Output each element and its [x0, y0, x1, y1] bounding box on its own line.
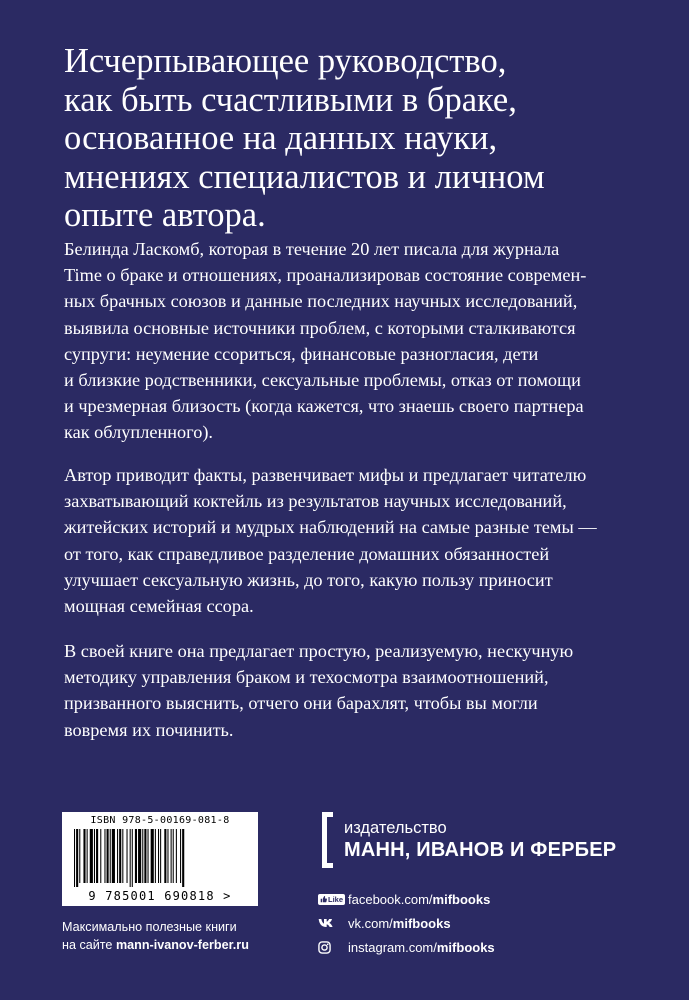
barcode-bar — [164, 829, 166, 883]
headline-line: опыте автора. — [64, 196, 266, 234]
barcode-bar — [176, 829, 177, 883]
paragraph-line: и чрезмерная близость (когда кажется, что знаешь своего партнера — [64, 396, 584, 417]
like-label: Like — [328, 894, 344, 904]
barcode-bar — [104, 829, 105, 883]
barcode-bar — [148, 829, 149, 883]
barcode-bar — [87, 829, 88, 883]
barcode-bar — [83, 829, 85, 883]
paragraph-line: ных брачных союзов и данные последних научных исследований, — [64, 291, 578, 312]
barcode-bar — [180, 829, 181, 883]
paragraph-line: как облупленного). — [64, 422, 213, 443]
paragraph-line: методику управления браком и техосмотра взаимоотношений, — [64, 667, 549, 688]
barcode-bar — [135, 829, 137, 883]
site-note-line — [62, 936, 249, 954]
barcode-bar — [132, 829, 133, 887]
facebook-link[interactable] — [318, 887, 495, 911]
facebook-like-icon — [318, 894, 342, 905]
barcode-bar — [94, 829, 95, 883]
barcode-bar — [171, 829, 172, 883]
paragraph-line: вовремя их починить. — [64, 719, 234, 740]
paragraph-line: Time о браке и отношениях, проанализировав состояние современ- — [64, 265, 587, 286]
instagram-link[interactable] — [318, 935, 495, 959]
barcode-bar — [122, 829, 123, 883]
vk-handle: mifbooks — [392, 915, 451, 931]
paragraph-line: житейских историй и мудрых наблюдений на самые разные темы — — [64, 517, 597, 538]
paragraph-line: Белинда Ласкомб, которая в течение 20 лет писала для журнала — [64, 239, 560, 259]
paragraph-line: и близкие родственники, сексуальные проблемы, отказ от помощи — [64, 370, 581, 391]
paragraph-method — [64, 638, 664, 743]
headline-line: мнениях специалистов и личном — [64, 157, 545, 196]
barcode-bar — [74, 829, 75, 887]
vk-prefix: vk.com/ — [348, 915, 393, 931]
barcode-bar — [112, 829, 115, 883]
barcode-bar — [182, 829, 184, 887]
barcode-bar — [144, 829, 146, 883]
facebook-prefix: facebook.com/ — [348, 891, 433, 907]
barcode-bar — [76, 829, 78, 887]
paragraph-line: супруги: неумение ссориться, финансовые разногласия, дети — [64, 343, 539, 364]
paragraph-line: призванного выяснить, отчего они барахлят, чтобы вы могли — [64, 693, 538, 714]
publisher-label: издательство — [344, 819, 447, 837]
barcode-bar — [151, 829, 154, 883]
instagram-icon — [318, 941, 342, 954]
paragraph-line: захватывающий коктейль из результатов научных исследований, — [64, 491, 567, 512]
barcode-bar — [160, 829, 161, 883]
publisher-name: МАНН, ИВАНОВ И ФЕРБЕР — [344, 839, 617, 861]
barcode-bar — [142, 829, 143, 883]
barcode-bar — [155, 829, 156, 883]
barcode-bar — [107, 829, 109, 883]
vk-link[interactable] — [318, 911, 495, 935]
barcode-bar — [167, 829, 168, 883]
instagram-handle: mifbooks — [436, 939, 495, 955]
paragraph-line: В своей книге она предлагает простую, реализуемую, нескучную — [64, 641, 574, 661]
barcode-bar — [79, 829, 80, 883]
isbn-label: ISBN 978-5-00169-081-8 — [90, 815, 230, 826]
publisher-site-link[interactable]: mann-ivanov-ferber.ru — [115, 938, 249, 952]
barcode-bar — [110, 829, 111, 883]
barcode-bar — [119, 829, 121, 883]
paragraph-line: улучшает сексуальную жизнь, до того, какую пользу приносит — [64, 569, 553, 590]
vk-icon — [318, 918, 342, 928]
paragraph-line: мощная семейная ссора. — [64, 596, 254, 617]
headline — [64, 42, 664, 235]
barcode-bar — [138, 829, 141, 883]
facebook-handle: mifbooks — [432, 891, 491, 907]
paragraph-facts — [64, 462, 664, 619]
paragraph-author-intro — [64, 236, 664, 446]
paragraph-line: выявила основные источники проблем, с которыми сталкиваются — [64, 317, 576, 338]
paragraph-line: от того, как справедливое разделение домашних обязанностей — [64, 543, 550, 564]
site-note-prefix: на сайте — [62, 938, 116, 952]
barcode-digits: 9 785001 690818 > — [88, 889, 232, 903]
barcode-bar — [117, 829, 118, 883]
isbn-barcode — [62, 812, 258, 906]
paragraph-line: Автор приводит факты, развенчивает мифы и предлагает читателю — [64, 465, 587, 485]
barcode-bar — [90, 829, 93, 883]
social-links — [318, 887, 495, 959]
site-note — [62, 918, 249, 954]
publisher-logo-bracket — [322, 812, 333, 868]
instagram-prefix: instagram.com/ — [348, 939, 437, 955]
headline-line: Исчерпывающее руководство, — [64, 42, 507, 80]
barcode-bar — [96, 829, 98, 883]
barcode-bar — [127, 829, 128, 883]
barcode-bar — [130, 829, 131, 887]
barcode-bar — [173, 829, 174, 883]
site-note-line: Максимально полезные книги — [62, 920, 237, 934]
headline-line: как быть счастливыми в браке, — [64, 80, 517, 119]
barcode-bar — [158, 829, 159, 883]
barcode-bar — [100, 829, 101, 883]
barcode-bars — [74, 829, 246, 887]
headline-line: основанное на данных науки, — [64, 119, 498, 157]
